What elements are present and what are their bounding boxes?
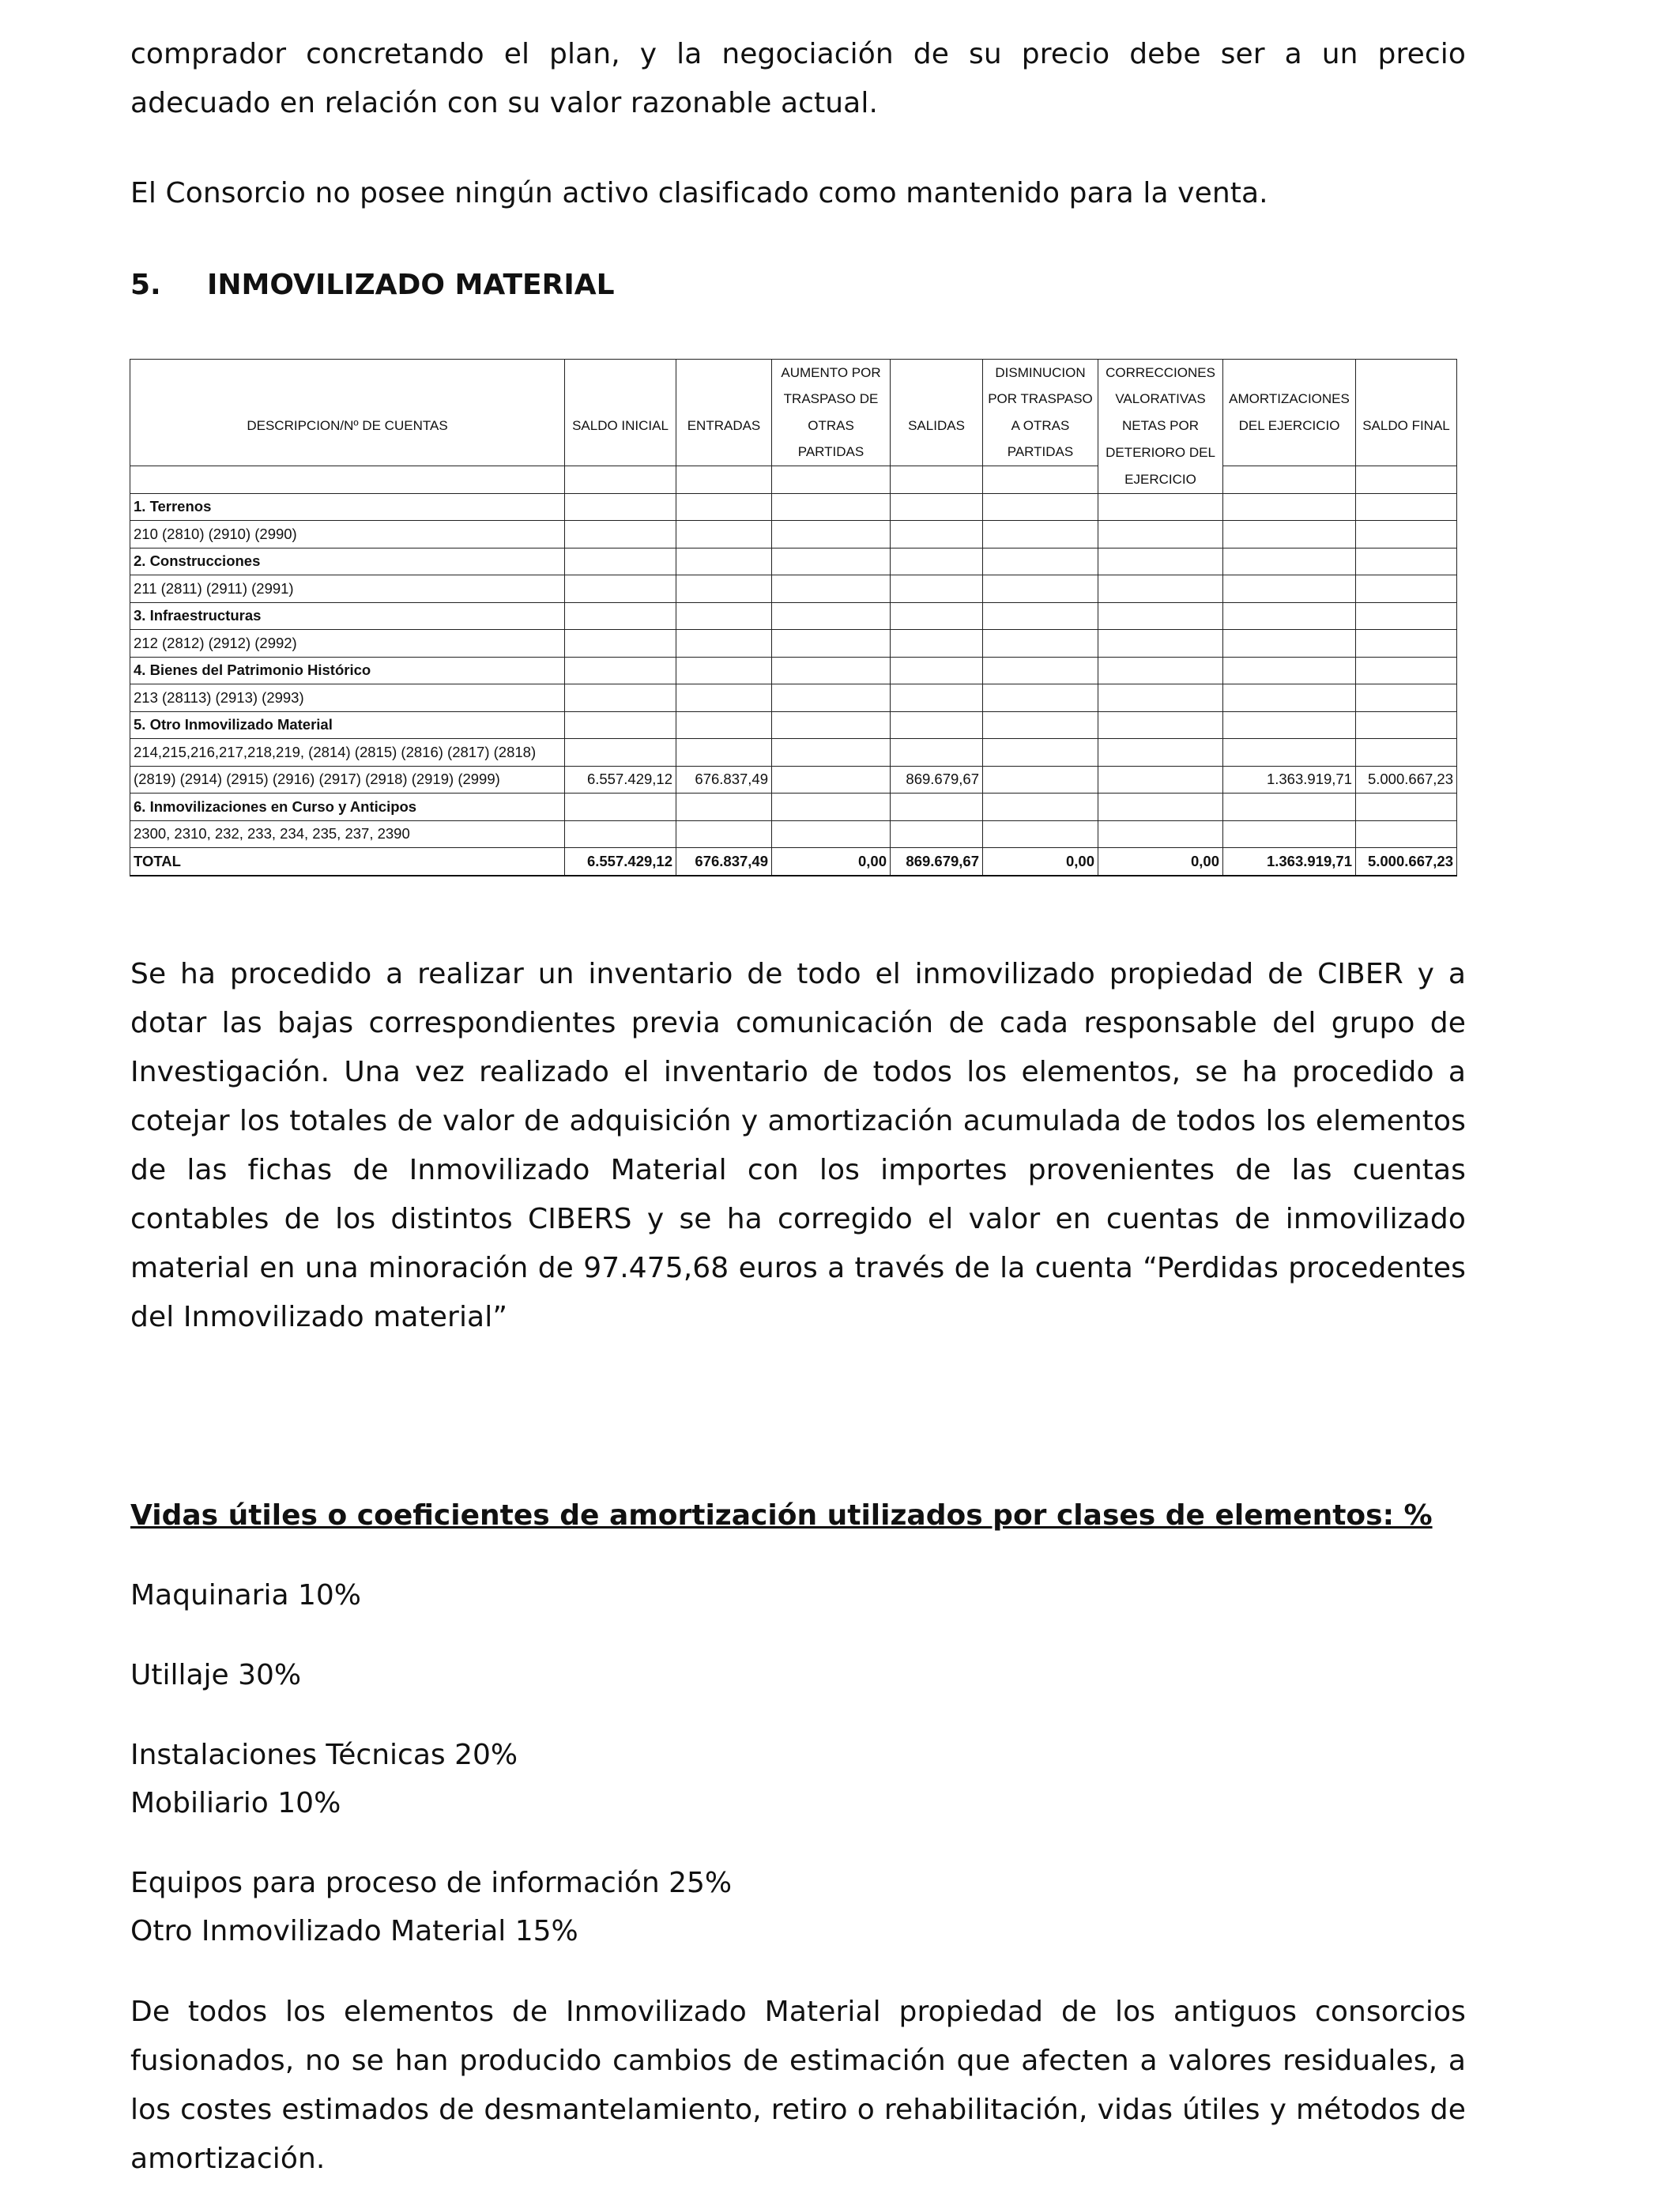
section-heading bbox=[130, 261, 615, 310]
row-cell-aumento bbox=[772, 493, 891, 521]
header-aumento-3: OTRAS bbox=[772, 413, 891, 439]
header-saldo-inicial: SALDO INICIAL bbox=[565, 413, 676, 439]
row-description: 2300, 2310, 232, 233, 234, 235, 237, 2390 bbox=[130, 820, 565, 848]
row-cell-salidas bbox=[891, 493, 983, 521]
row-cell-saldo-inicial bbox=[565, 657, 676, 684]
total-amortizaciones: 1.363.919,71 bbox=[1223, 848, 1356, 876]
row-cell-saldo-final bbox=[1356, 575, 1457, 603]
row-cell-disminucion bbox=[983, 794, 1098, 821]
row-cell-salidas bbox=[891, 630, 983, 658]
row-cell-salidas bbox=[891, 820, 983, 848]
row-cell-correcciones bbox=[1098, 602, 1223, 630]
row-cell-saldo-inicial bbox=[565, 630, 676, 658]
row-cell-salidas bbox=[891, 711, 983, 739]
row-cell-disminucion bbox=[983, 521, 1098, 548]
useful-life-item: Instalaciones Técnicas 20% bbox=[130, 1739, 518, 1771]
closing-paragraph: De todos los elementos de Inmovilizado Material propiedad de los antiguos consorcios fusionados, no se han producido cambios de estimación que afecten a valores residuales, a los costes estimados de desmantelamiento, retiro o rehabilitación, vidas útiles y métodos de amortización. bbox=[130, 1996, 1466, 2175]
row-cell-disminucion bbox=[983, 766, 1098, 794]
row-cell-correcciones bbox=[1098, 548, 1223, 575]
row-cell-amortizaciones bbox=[1223, 493, 1356, 521]
row-cell-correcciones bbox=[1098, 711, 1223, 739]
row-cell-aumento bbox=[772, 820, 891, 848]
row-description: 1. Terrenos bbox=[130, 493, 565, 521]
table-row bbox=[130, 548, 1457, 575]
row-cell-saldo-inicial: 6.557.429,12 bbox=[565, 766, 676, 794]
row-cell-amortizaciones bbox=[1223, 657, 1356, 684]
row-cell-saldo-inicial bbox=[565, 820, 676, 848]
header-entradas: ENTRADAS bbox=[676, 413, 772, 439]
row-cell-salidas bbox=[891, 575, 983, 603]
row-cell-disminucion bbox=[983, 493, 1098, 521]
row-cell-saldo-inicial bbox=[565, 521, 676, 548]
table-row bbox=[130, 711, 1457, 739]
row-cell-correcciones bbox=[1098, 820, 1223, 848]
row-cell-saldo-final: 5.000.667,23 bbox=[1356, 766, 1457, 794]
row-cell-entradas bbox=[676, 820, 772, 848]
total-correcciones: 0,00 bbox=[1098, 848, 1223, 876]
row-cell-correcciones bbox=[1098, 739, 1223, 767]
header-aumento-2: TRASPASO DE bbox=[772, 386, 891, 413]
table-row bbox=[130, 766, 1457, 794]
total-saldo-final: 5.000.667,23 bbox=[1356, 848, 1457, 876]
row-cell-amortizaciones: 1.363.919,71 bbox=[1223, 766, 1356, 794]
row-cell-saldo-inicial bbox=[565, 739, 676, 767]
row-cell-correcciones bbox=[1098, 794, 1223, 821]
table-row bbox=[130, 602, 1457, 630]
row-cell-salidas bbox=[891, 548, 983, 575]
header-disminucion-3: A OTRAS bbox=[983, 413, 1098, 439]
table-row bbox=[130, 521, 1457, 548]
table-row bbox=[130, 630, 1457, 658]
row-description: 6. Inmovilizaciones en Curso y Anticipos bbox=[130, 794, 565, 821]
row-cell-salidas bbox=[891, 684, 983, 712]
row-cell-salidas bbox=[891, 794, 983, 821]
row-cell-saldo-inicial bbox=[565, 602, 676, 630]
header-disminucion-1: DISMINUCION bbox=[983, 360, 1098, 386]
row-cell-saldo-final bbox=[1356, 657, 1457, 684]
row-cell-correcciones bbox=[1098, 766, 1223, 794]
total-aumento: 0,00 bbox=[772, 848, 891, 876]
useful-lives-heading: Vidas útiles o coeficientes de amortización utilizados por clases de elementos: % bbox=[130, 1499, 1433, 1532]
useful-life-item: Equipos para proceso de información 25% bbox=[130, 1867, 733, 1899]
asset-movement-table bbox=[130, 359, 1457, 876]
row-cell-entradas bbox=[676, 575, 772, 603]
row-cell-salidas bbox=[891, 657, 983, 684]
row-cell-saldo-final bbox=[1356, 548, 1457, 575]
row-cell-salidas bbox=[891, 602, 983, 630]
row-cell-aumento bbox=[772, 630, 891, 658]
row-cell-amortizaciones bbox=[1223, 602, 1356, 630]
row-cell-aumento bbox=[772, 794, 891, 821]
total-salidas: 869.679,67 bbox=[891, 848, 983, 876]
table-row bbox=[130, 684, 1457, 712]
row-cell-saldo-final bbox=[1356, 602, 1457, 630]
header-amortizaciones-2: DEL EJERCICIO bbox=[1223, 413, 1356, 439]
row-cell-amortizaciones bbox=[1223, 794, 1356, 821]
row-description: 2. Construcciones bbox=[130, 548, 565, 575]
row-cell-aumento bbox=[772, 657, 891, 684]
useful-life-item: Mobiliario 10% bbox=[130, 1787, 341, 1819]
row-description: 213 (28113) (2913) (2993) bbox=[130, 684, 565, 712]
header-amortizaciones-1: AMORTIZACIONES bbox=[1223, 386, 1356, 413]
header-disminucion-4: PARTIDAS bbox=[983, 439, 1098, 466]
useful-life-item: Utillaje 30% bbox=[130, 1659, 302, 1691]
row-cell-correcciones bbox=[1098, 657, 1223, 684]
table-body bbox=[130, 493, 1457, 848]
row-cell-entradas: 676.837,49 bbox=[676, 766, 772, 794]
row-description: 3. Infraestructuras bbox=[130, 602, 565, 630]
total-saldo-inicial: 6.557.429,12 bbox=[565, 848, 676, 876]
total-entradas: 676.837,49 bbox=[676, 848, 772, 876]
row-cell-disminucion bbox=[983, 575, 1098, 603]
header-disminucion-2: POR TRASPASO bbox=[983, 386, 1098, 413]
row-cell-saldo-inicial bbox=[565, 493, 676, 521]
row-description: 4. Bienes del Patrimonio Histórico bbox=[130, 657, 565, 684]
row-cell-amortizaciones bbox=[1223, 684, 1356, 712]
row-cell-aumento bbox=[772, 766, 891, 794]
row-cell-disminucion bbox=[983, 630, 1098, 658]
row-description: 212 (2812) (2912) (2992) bbox=[130, 630, 565, 658]
row-description: 211 (2811) (2911) (2991) bbox=[130, 575, 565, 603]
row-cell-saldo-final bbox=[1356, 739, 1457, 767]
row-cell-entradas bbox=[676, 521, 772, 548]
total-label: TOTAL bbox=[130, 848, 565, 876]
row-cell-entradas bbox=[676, 602, 772, 630]
header-aumento-4: PARTIDAS bbox=[772, 439, 891, 466]
row-description: 214,215,216,217,218,219, (2814) (2815) (2816) (2817) (2818) bbox=[130, 739, 565, 767]
row-description: 210 (2810) (2910) (2990) bbox=[130, 521, 565, 548]
inventory-paragraph: Se ha procedido a realizar un inventario de todo el inmovilizado propiedad de CIBER y a dotar las bajas correspondientes previa comunicación de cada responsable del grupo de Investigación. Una vez realizado el inventario de todos los elementos, se ha procedido a cotejar los totales de valor de adquisición y amortización acumulada de todos los elementos de las fichas de Inmovilizado Material con los importes provenientes de las cuentas contables de los distintos CIBERS y se ha corregido el valor en cuentas de inmovilizado material en una minoración de 97.475,68 euros a través de la cuenta “Perdidas procedentes del Inmovilizado material” bbox=[130, 958, 1466, 1333]
intro-paragraph-2: El Consorcio no posee ningún activo clasificado como mantenido para la venta. bbox=[130, 177, 1268, 209]
row-cell-aumento bbox=[772, 521, 891, 548]
row-cell-amortizaciones bbox=[1223, 820, 1356, 848]
table-row bbox=[130, 820, 1457, 848]
section-title: INMOVILIZADO MATERIAL bbox=[207, 269, 615, 301]
table-total-row bbox=[130, 848, 1457, 876]
row-cell-saldo-final bbox=[1356, 820, 1457, 848]
header-correcciones-5: EJERCICIO bbox=[1098, 466, 1223, 494]
row-cell-saldo-final bbox=[1356, 521, 1457, 548]
row-cell-disminucion bbox=[983, 602, 1098, 630]
row-cell-salidas bbox=[891, 521, 983, 548]
row-cell-disminucion bbox=[983, 684, 1098, 712]
row-cell-amortizaciones bbox=[1223, 548, 1356, 575]
useful-life-item: Otro Inmovilizado Material 15% bbox=[130, 1915, 578, 1947]
row-cell-entradas bbox=[676, 548, 772, 575]
total-disminucion: 0,00 bbox=[983, 848, 1098, 876]
row-cell-entradas bbox=[676, 739, 772, 767]
row-cell-disminucion bbox=[983, 820, 1098, 848]
row-cell-saldo-final bbox=[1356, 711, 1457, 739]
row-cell-correcciones bbox=[1098, 493, 1223, 521]
row-cell-correcciones bbox=[1098, 521, 1223, 548]
row-cell-aumento bbox=[772, 575, 891, 603]
row-cell-entradas bbox=[676, 794, 772, 821]
row-cell-saldo-final bbox=[1356, 630, 1457, 658]
row-cell-aumento bbox=[772, 602, 891, 630]
table-row bbox=[130, 794, 1457, 821]
row-cell-saldo-inicial bbox=[565, 548, 676, 575]
row-cell-aumento bbox=[772, 548, 891, 575]
section-number: 5. bbox=[130, 269, 161, 301]
row-cell-salidas: 869.679,67 bbox=[891, 766, 983, 794]
useful-life-item: Maquinaria 10% bbox=[130, 1579, 361, 1612]
row-cell-saldo-inicial bbox=[565, 684, 676, 712]
header-correcciones-3: NETAS POR bbox=[1098, 413, 1223, 439]
row-cell-disminucion bbox=[983, 657, 1098, 684]
row-cell-entradas bbox=[676, 684, 772, 712]
row-cell-entradas bbox=[676, 630, 772, 658]
row-cell-correcciones bbox=[1098, 684, 1223, 712]
intro-paragraph-1: comprador concretando el plan, y la negociación de su precio debe ser a un precio adecuado en relación con su valor razonable actual. bbox=[130, 38, 1466, 119]
row-cell-saldo-inicial bbox=[565, 794, 676, 821]
row-description: 5. Otro Inmovilizado Material bbox=[130, 711, 565, 739]
table-row bbox=[130, 493, 1457, 521]
table-row bbox=[130, 657, 1457, 684]
row-cell-saldo-final bbox=[1356, 493, 1457, 521]
row-cell-aumento bbox=[772, 684, 891, 712]
row-cell-salidas bbox=[891, 739, 983, 767]
row-cell-disminucion bbox=[983, 711, 1098, 739]
row-cell-amortizaciones bbox=[1223, 521, 1356, 548]
header-saldo-final: SALDO FINAL bbox=[1356, 413, 1457, 439]
row-cell-amortizaciones bbox=[1223, 630, 1356, 658]
table-footer bbox=[130, 848, 1457, 876]
row-cell-disminucion bbox=[983, 548, 1098, 575]
row-cell-aumento bbox=[772, 739, 891, 767]
row-cell-aumento bbox=[772, 711, 891, 739]
row-cell-saldo-inicial bbox=[565, 711, 676, 739]
header-blank bbox=[130, 360, 565, 386]
row-cell-amortizaciones bbox=[1223, 575, 1356, 603]
header-correcciones-4: DETERIORO DEL bbox=[1098, 439, 1223, 466]
header-aumento-1: AUMENTO POR bbox=[772, 360, 891, 386]
header-correcciones-1: CORRECCIONES bbox=[1098, 360, 1223, 386]
row-description: (2819) (2914) (2915) (2916) (2917) (2918) (2919) (2999) bbox=[130, 766, 565, 794]
header-correcciones-2: VALORATIVAS bbox=[1098, 386, 1223, 413]
row-cell-entradas bbox=[676, 711, 772, 739]
row-cell-disminucion bbox=[983, 739, 1098, 767]
row-cell-entradas bbox=[676, 657, 772, 684]
row-cell-saldo-final bbox=[1356, 684, 1457, 712]
row-cell-correcciones bbox=[1098, 575, 1223, 603]
row-cell-correcciones bbox=[1098, 630, 1223, 658]
table-header bbox=[130, 360, 1457, 494]
row-cell-entradas bbox=[676, 493, 772, 521]
header-descripcion: DESCRIPCION/Nº DE CUENTAS bbox=[130, 413, 565, 439]
row-cell-amortizaciones bbox=[1223, 711, 1356, 739]
table-row bbox=[130, 739, 1457, 767]
row-cell-amortizaciones bbox=[1223, 739, 1356, 767]
header-salidas: SALIDAS bbox=[891, 413, 983, 439]
row-cell-saldo-final bbox=[1356, 794, 1457, 821]
row-cell-saldo-inicial bbox=[565, 575, 676, 603]
table-row bbox=[130, 575, 1457, 603]
